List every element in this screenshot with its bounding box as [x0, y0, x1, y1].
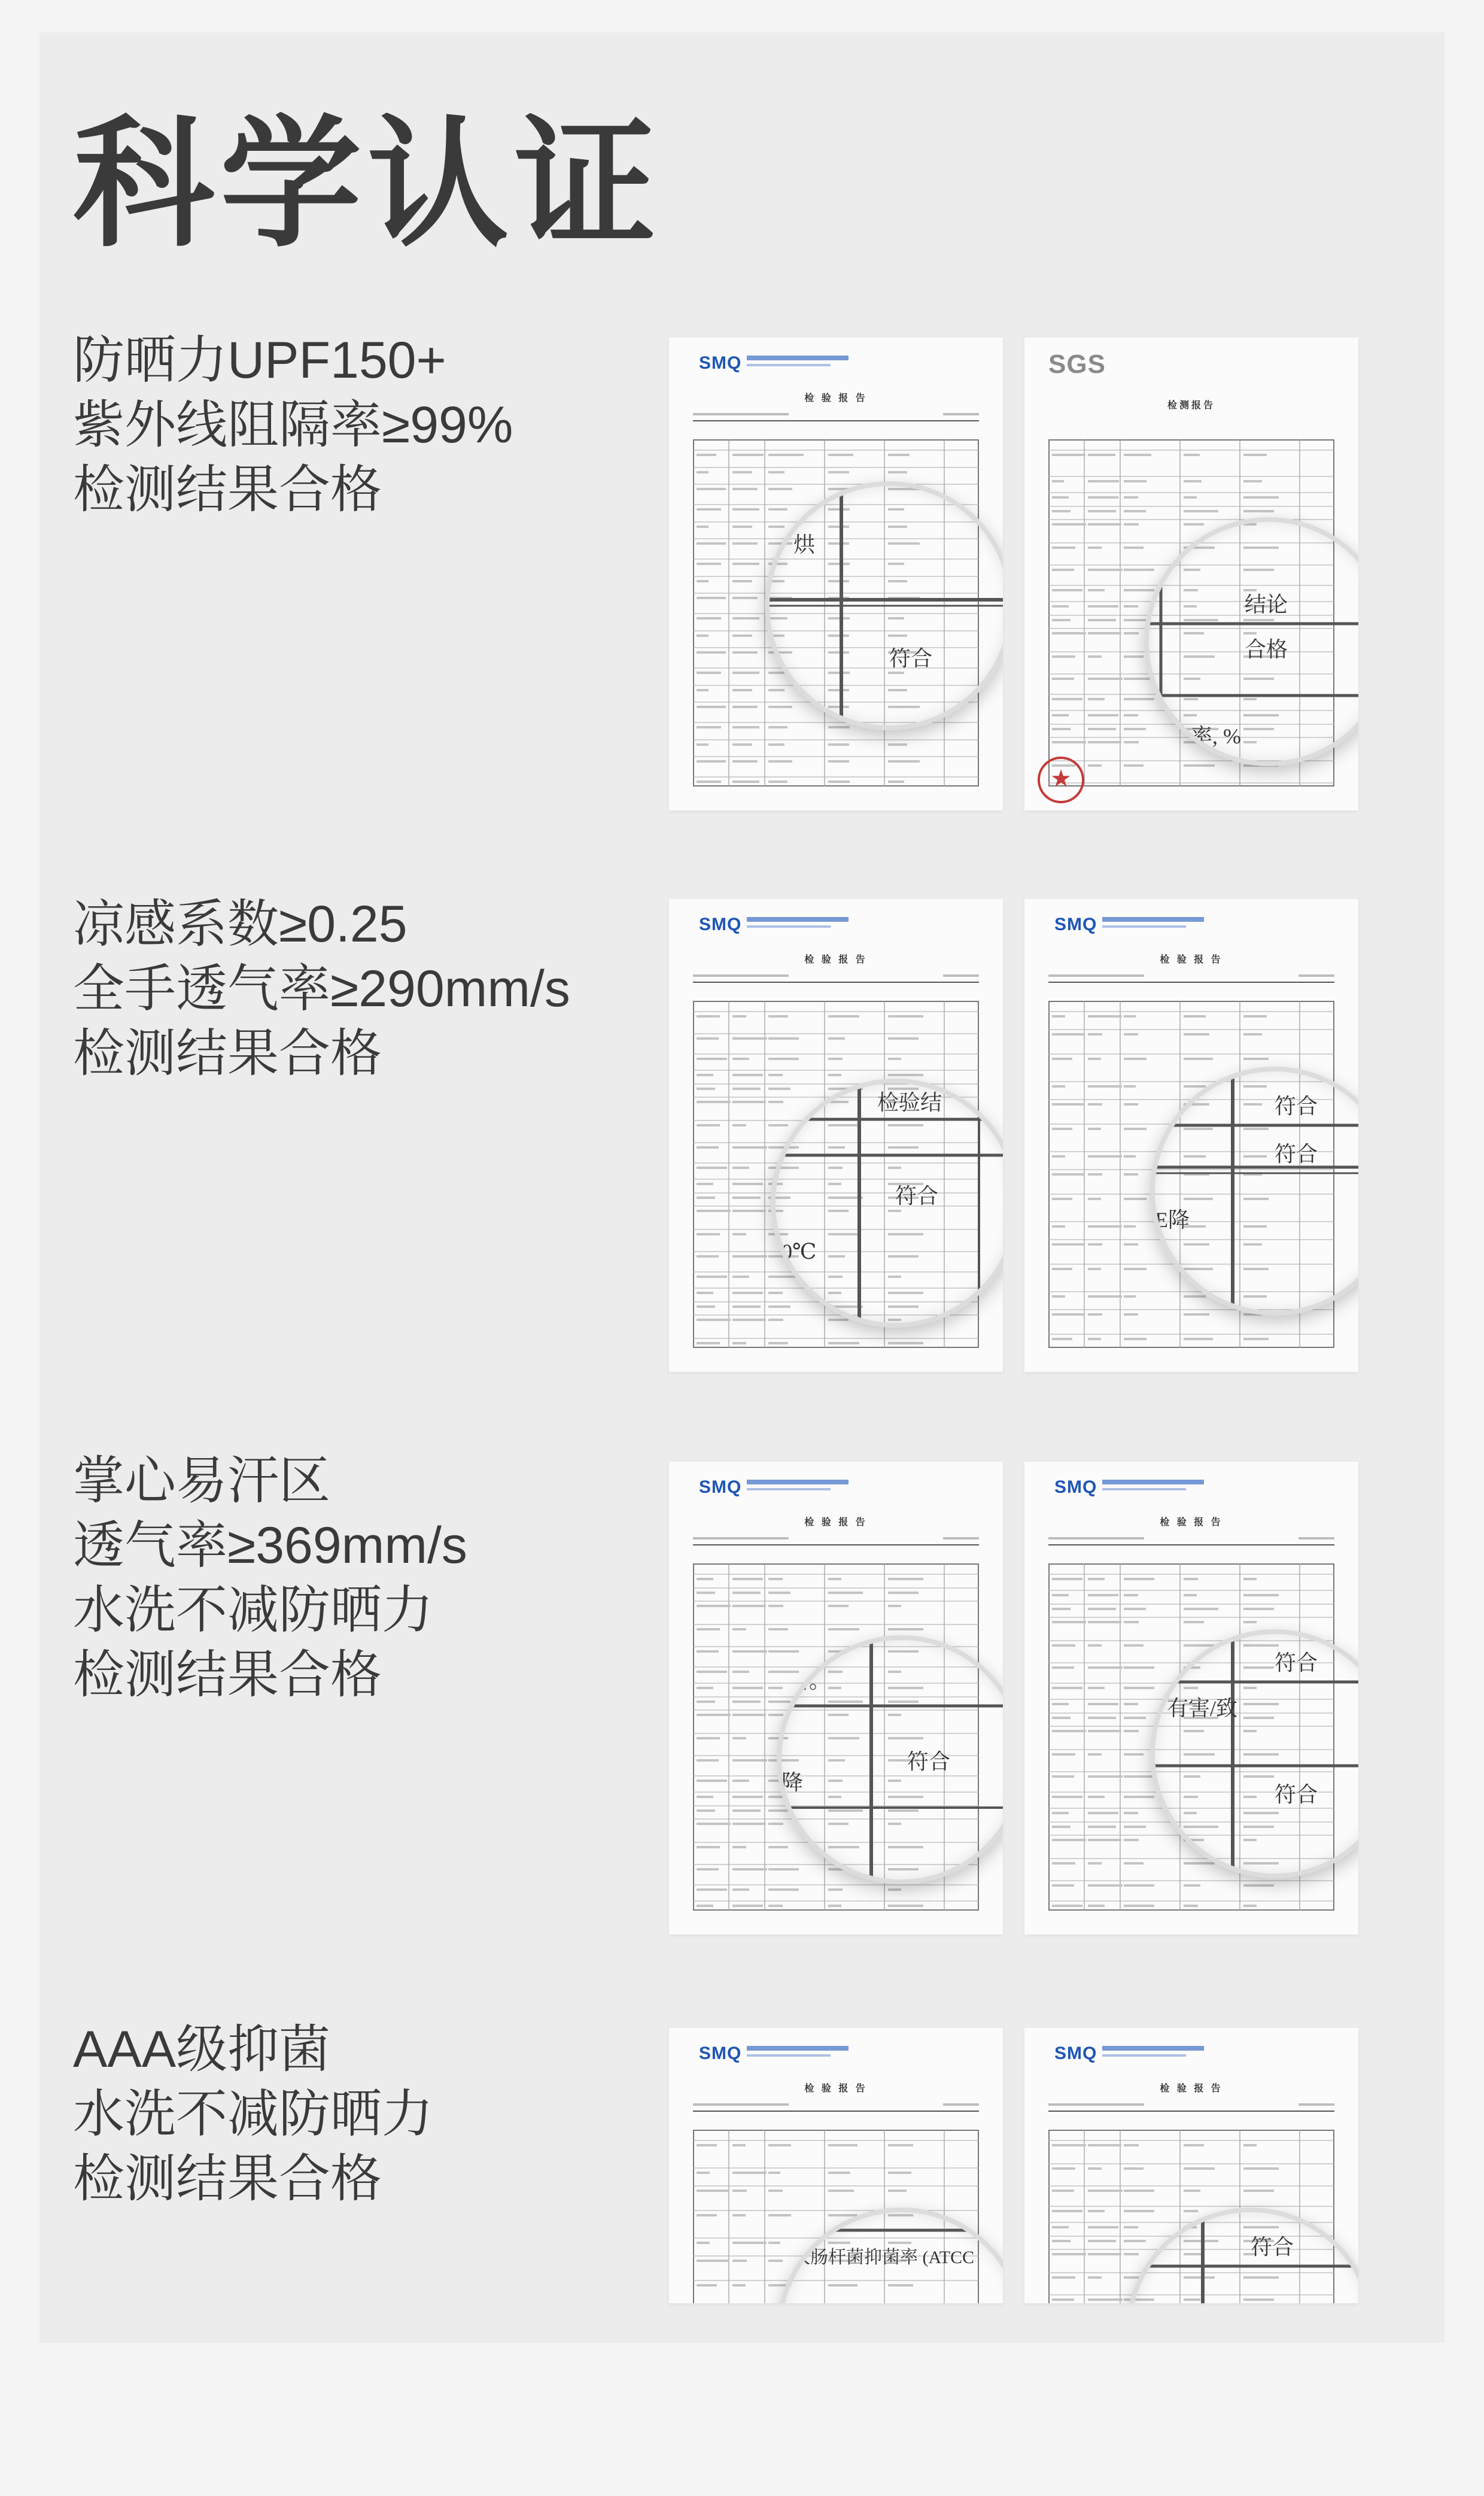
- magnified-text: 断。: [787, 1669, 831, 1693]
- smq-logo: SMQ: [1054, 1477, 1097, 1497]
- section-text: [73, 328, 612, 522]
- report-heading: 检 验 报 告: [1160, 1517, 1223, 1528]
- magnified-text: 符合: [1275, 1094, 1318, 1118]
- report-heading: 检 验 报 告: [1160, 2084, 1223, 2094]
- report-document: [669, 2028, 1003, 2303]
- report-document: [669, 338, 1003, 810]
- section-upf: [0, 328, 1484, 807]
- section-cooling: [0, 892, 1484, 1371]
- sgs-logo: SGS: [1048, 350, 1106, 379]
- magnifier-lens: [771, 1079, 1003, 1328]
- page-title: 科学认证: [73, 105, 662, 263]
- smq-logo: SMQ: [1054, 915, 1097, 934]
- magnified-text: 检验结: [877, 1091, 942, 1115]
- magnified-text: 0℃: [781, 1240, 817, 1264]
- magnified-text: 烘: [793, 533, 816, 557]
- official-stamp: ★: [1038, 757, 1084, 803]
- claim-line: 水洗不减防晒力: [73, 2085, 433, 2143]
- claim-line: 检测结果合格: [73, 2150, 382, 2207]
- magnifier-lens: [1150, 1629, 1358, 1878]
- report-heading: 检 验 报 告: [804, 1517, 868, 1528]
- section-text: [73, 1449, 612, 1707]
- section-text: [73, 892, 612, 1086]
- report-document: [1024, 899, 1358, 1372]
- smq-logo: SMQ: [699, 1477, 742, 1497]
- claim-line: 防晒力UPF150+: [73, 332, 446, 389]
- claim-line: 检测结果合格: [73, 1646, 382, 1704]
- claim-line: AAA级抑菌: [73, 2021, 331, 2078]
- magnified-text: 符合: [907, 1750, 951, 1774]
- magnified-text: 结论: [1245, 593, 1288, 617]
- magnified-text: 大肠杆菌抑菌率 (ATCC: [792, 2248, 975, 2267]
- magnified-text: 符合: [1275, 1651, 1318, 1675]
- report-heading: 检 验 报 告: [804, 2084, 868, 2094]
- smq-logo: SMQ: [1054, 2043, 1097, 2063]
- smq-logo: SMQ: [699, 353, 742, 373]
- section-breathability: [0, 1449, 1484, 1927]
- magnified-text: 符合: [889, 646, 933, 670]
- claim-line: 透气率≥369mm/s: [73, 1517, 467, 1574]
- report-document: [1024, 2028, 1358, 2303]
- claim-line: 检测结果合格: [73, 1025, 382, 1082]
- report-document: [669, 1462, 1003, 1935]
- magnified-text: 符合: [1251, 2235, 1294, 2259]
- magnified-text: E降: [1155, 1208, 1190, 1232]
- report-heading: 检 验 报 告: [1160, 955, 1223, 965]
- magnifier-lens: [777, 1635, 1003, 1884]
- magnifier-lens: [777, 2207, 1003, 2303]
- report-heading: 检 验 报 告: [804, 955, 868, 965]
- section-text: [73, 2017, 612, 2211]
- report-document: [1024, 1462, 1358, 1935]
- report-heading: 检 验 报 告: [804, 393, 868, 403]
- section-antibacterial: [0, 2017, 1484, 2496]
- magnifier-lens: [1150, 1067, 1358, 1316]
- claim-line: 掌心易汗区: [73, 1452, 330, 1510]
- magnified-text: 合格: [1245, 637, 1288, 661]
- magnified-text: 率, %: [1191, 724, 1241, 748]
- smq-logo: SMQ: [699, 915, 742, 934]
- claim-line: 凉感系数≥0.25: [73, 895, 408, 953]
- magnified-text: 有害/致: [1167, 1696, 1238, 1720]
- magnified-text: 符合: [895, 1184, 939, 1208]
- claim-line: 检测结果合格: [73, 461, 382, 518]
- magnifier-lens: [1144, 517, 1358, 766]
- claim-line: 全手透气率≥290mm/s: [73, 960, 570, 1018]
- magnified-text: 降: [781, 1771, 804, 1794]
- report-document: [1024, 338, 1358, 810]
- claim-line: 紫外线阻隔率≥99%: [73, 396, 513, 454]
- magnified-text: 符合: [1275, 1142, 1318, 1166]
- report-heading: 检测报告: [1167, 400, 1215, 411]
- magnified-text: 符合: [1275, 1783, 1318, 1806]
- magnifier-lens: [765, 481, 1003, 730]
- report-document: [669, 899, 1003, 1372]
- magnifier-lens: [1126, 2207, 1358, 2303]
- smq-logo: SMQ: [699, 2043, 742, 2063]
- claim-line: 水洗不减防晒力: [73, 1581, 433, 1639]
